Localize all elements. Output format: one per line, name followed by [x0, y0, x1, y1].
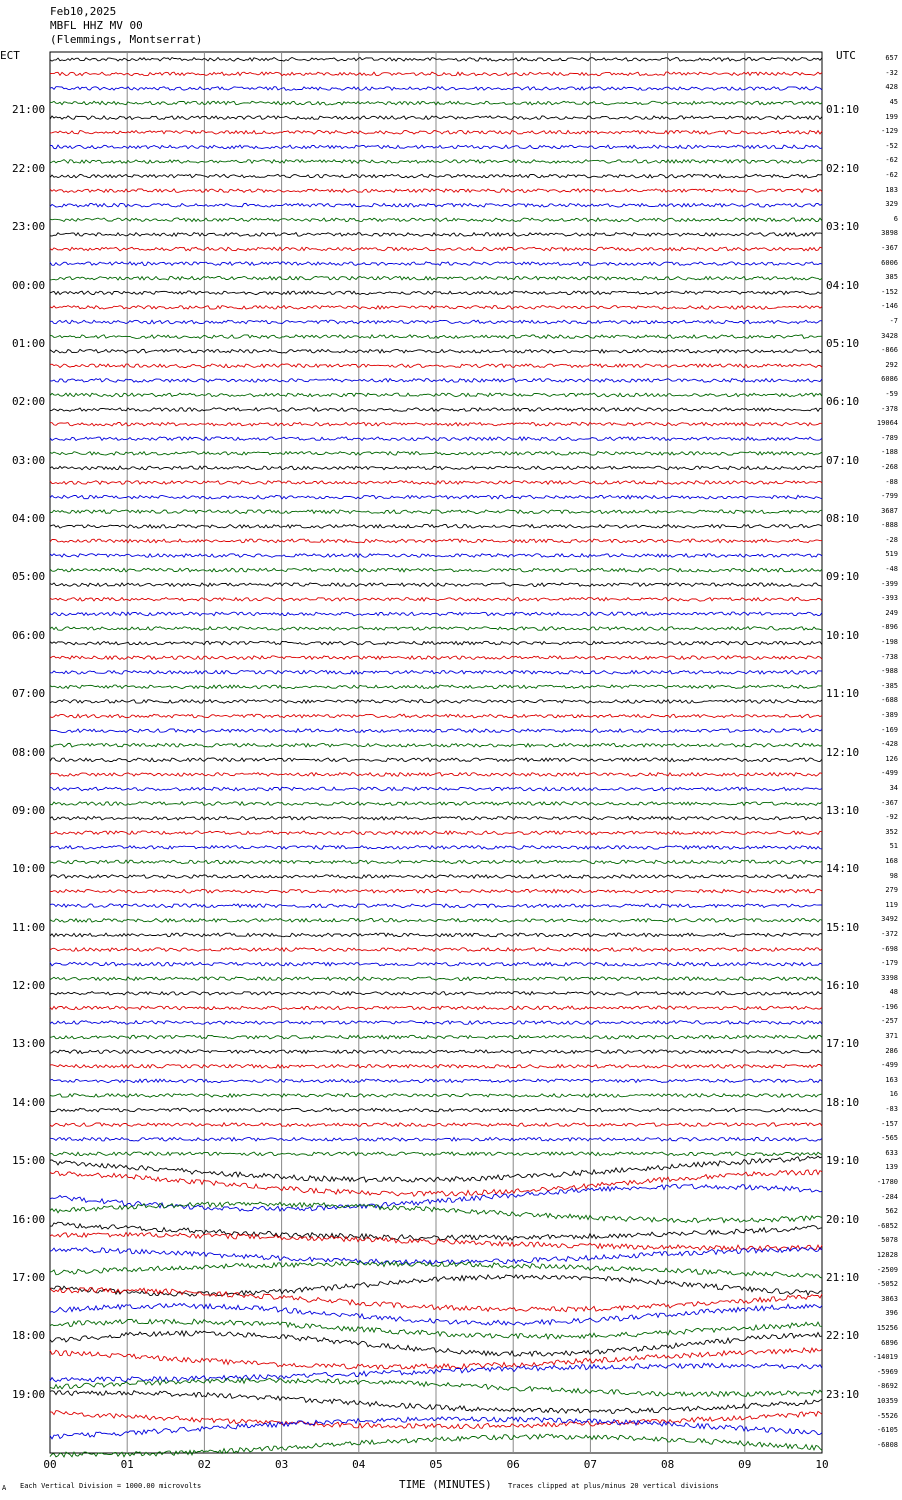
- right-time-label: 17:10: [826, 1037, 860, 1051]
- trace-value-label: 562: [885, 1207, 898, 1216]
- left-time-label: 01:00: [12, 336, 46, 350]
- trace-value-label: -393: [881, 594, 898, 603]
- trace-value-label: -52: [885, 141, 898, 150]
- trace-value-label: 119: [885, 900, 898, 909]
- right-time-label: 03:10: [826, 220, 860, 234]
- header-location: (Flemmings, Montserrat): [50, 33, 203, 46]
- x-tick-label: 01: [120, 1458, 134, 1471]
- trace-value-label: -8692: [876, 1382, 898, 1391]
- trace-value-label: -268: [881, 462, 898, 471]
- left-time-label: 08:00: [12, 745, 46, 759]
- trace-value-label: -2509: [876, 1265, 898, 1274]
- left-time-label: 05:00: [12, 570, 46, 584]
- trace-value-label: -896: [881, 623, 898, 632]
- trace-value-label: 3398: [881, 973, 898, 982]
- left-time-label: 06:00: [12, 628, 46, 642]
- trace-value-label: 3428: [881, 331, 898, 340]
- trace-value-label: -367: [881, 798, 898, 807]
- trace-value-label: 10359: [876, 1396, 898, 1405]
- left-zone-label: ECT: [0, 49, 20, 62]
- trace-value-label: 396: [885, 1309, 898, 1318]
- trace-value-label: 279: [885, 886, 898, 895]
- right-time-label: 06:10: [826, 395, 860, 409]
- trace-value-label: -157: [881, 1119, 898, 1128]
- x-axis-label: TIME (MINUTES): [399, 1478, 492, 1491]
- trace-value-label: -888: [881, 521, 898, 530]
- trace-value-label: 633: [885, 1148, 898, 1157]
- left-time-label: 22:00: [12, 161, 46, 175]
- trace-value-label: 126: [885, 754, 898, 763]
- x-tick-label: 07: [583, 1458, 598, 1471]
- trace-value-label: -129: [881, 127, 898, 136]
- trace-value-label: -88: [885, 477, 898, 486]
- trace-value-label: 12828: [876, 1250, 898, 1259]
- right-time-label: 02:10: [826, 161, 860, 175]
- trace-value-label: 15256: [876, 1323, 898, 1332]
- right-time-label: 19:10: [826, 1154, 860, 1168]
- trace-value-label: -6808: [876, 1440, 898, 1449]
- trace-value-label: -48: [885, 565, 898, 574]
- trace-value-label: -799: [881, 492, 898, 501]
- trace-value-label: -28: [885, 535, 898, 544]
- trace-value-label: -6852: [876, 1221, 898, 1230]
- trace-value-label: -866: [881, 346, 898, 355]
- trace-value-label: -367: [881, 244, 898, 253]
- right-time-label: 14:10: [826, 862, 860, 876]
- x-tick-label: 04: [352, 1458, 366, 1471]
- trace-value-label: -565: [881, 1134, 898, 1143]
- left-time-label: 04:00: [12, 512, 46, 525]
- trace-value-label: 6896: [881, 1338, 898, 1347]
- right-time-label: 23:10: [826, 1387, 860, 1401]
- trace-value-label: 385: [885, 273, 898, 282]
- trace-value-label: -62: [885, 156, 898, 165]
- footer-mark: A: [2, 1484, 7, 1492]
- trace-value-label: 5078: [881, 1236, 898, 1245]
- trace-value-label: 292: [885, 360, 898, 369]
- right-time-label: 05:10: [826, 336, 860, 350]
- trace-value-label: -378: [881, 404, 898, 413]
- left-time-label: 11:00: [12, 920, 46, 934]
- trace-value-label: 34: [889, 783, 898, 792]
- trace-value-label: -428: [881, 740, 898, 749]
- x-tick-label: 03: [274, 1458, 289, 1471]
- right-time-label: 15:10: [826, 920, 860, 934]
- trace-value-label: 16: [889, 1090, 898, 1099]
- trace-value-label: 6006: [881, 258, 898, 267]
- x-tick-label: 10: [815, 1458, 829, 1471]
- trace-value-label: 3898: [881, 229, 898, 238]
- trace-value-label: -284: [881, 1192, 898, 1201]
- left-time-label: 15:00: [12, 1154, 46, 1168]
- left-time-label: 12:00: [12, 979, 46, 992]
- trace-value-label: -7: [889, 316, 898, 325]
- left-time-label: 09:00: [12, 803, 46, 817]
- trace-value-label: -988: [881, 667, 898, 676]
- right-time-label: 12:10: [826, 745, 860, 759]
- right-time-label: 11:10: [826, 687, 860, 701]
- trace-value-label: -688: [881, 696, 898, 705]
- trace-value-label: 163: [885, 1075, 898, 1084]
- trace-value-label: -399: [881, 579, 898, 588]
- trace-value-label: 45: [889, 98, 898, 107]
- header-station: MBFL HHZ MV 00: [50, 19, 143, 32]
- trace-value-label: -188: [881, 448, 898, 457]
- trace-value-label: -146: [881, 302, 898, 311]
- x-tick-label: 06: [506, 1458, 520, 1471]
- right-time-label: 04:10: [826, 278, 860, 292]
- trace-value-label: 19064: [876, 419, 898, 428]
- trace-value-label: -62: [885, 171, 898, 180]
- left-time-label: 14:00: [12, 1095, 46, 1109]
- trace-value-label: -738: [881, 652, 898, 661]
- trace-value-label: -14019: [872, 1353, 898, 1362]
- trace-value-label: -5526: [876, 1411, 898, 1420]
- trace-value-label: 3492: [881, 915, 898, 924]
- trace-value-label: -698: [881, 944, 898, 953]
- x-tick-label: 09: [738, 1458, 752, 1471]
- trace-value-label: 51: [889, 842, 898, 851]
- header-date: Feb10,2025: [50, 5, 117, 18]
- trace-value-label: -92: [885, 813, 898, 822]
- right-time-label: 01:10: [826, 103, 860, 117]
- trace-value-label: -385: [881, 681, 898, 690]
- left-time-label: 00:00: [12, 278, 46, 292]
- left-time-label: 18:00: [12, 1329, 46, 1343]
- trace-value-label: 519: [885, 550, 898, 559]
- trace-value-label: -179: [881, 959, 898, 968]
- trace-value-label: -789: [881, 433, 898, 442]
- left-time-label: 03:00: [12, 453, 46, 467]
- trace-value-label: -1780: [876, 1178, 898, 1187]
- trace-value-label: -32: [885, 68, 898, 77]
- trace-value-label: -499: [881, 1061, 898, 1070]
- trace-value-label: -152: [881, 287, 898, 296]
- right-zone-label: UTC: [836, 49, 856, 62]
- trace-value-label: -499: [881, 769, 898, 778]
- x-tick-label: 00: [43, 1458, 57, 1471]
- left-time-label: 23:00: [12, 220, 46, 234]
- trace-value-label: -169: [881, 725, 898, 734]
- left-time-label: 02:00: [12, 395, 46, 409]
- left-time-label: 10:00: [12, 862, 46, 876]
- left-time-label: 13:00: [12, 1037, 46, 1051]
- trace-value-label: -59: [885, 389, 898, 398]
- left-time-label: 07:00: [12, 687, 46, 701]
- right-time-label: 07:10: [826, 453, 860, 467]
- x-tick-label: 02: [197, 1458, 212, 1471]
- trace-value-label: 329: [885, 200, 898, 209]
- trace-value-label: 139: [885, 1163, 898, 1172]
- right-time-label: 16:10: [826, 979, 860, 992]
- trace-value-label: -198: [881, 638, 898, 647]
- right-time-label: 13:10: [826, 803, 860, 817]
- trace-value-label: 428: [885, 83, 898, 92]
- right-time-label: 09:10: [826, 570, 860, 584]
- trace-value-label: 249: [885, 608, 898, 617]
- trace-value-label: 352: [885, 827, 898, 836]
- trace-value-label: 6: [893, 214, 898, 223]
- trace-value-label: 6086: [881, 375, 898, 384]
- trace-value-label: -389: [881, 711, 898, 720]
- right-time-label: 21:10: [826, 1270, 860, 1284]
- left-time-label: 17:00: [12, 1270, 46, 1284]
- trace-value-label: -6105: [876, 1426, 898, 1435]
- trace-value-label: 657: [885, 54, 898, 63]
- trace-value-label: 199: [885, 112, 898, 121]
- right-time-label: 08:10: [826, 512, 860, 525]
- trace-value-label: 168: [885, 856, 898, 865]
- trace-value-label: 3687: [881, 506, 898, 515]
- trace-value-label: 48: [889, 988, 898, 997]
- trace-value-label: -5052: [876, 1280, 898, 1289]
- trace-value-label: -372: [881, 929, 898, 938]
- trace-value-label: 183: [885, 185, 898, 194]
- trace-value-label: 371: [885, 1032, 898, 1041]
- right-time-label: 10:10: [826, 628, 860, 642]
- x-tick-label: 05: [429, 1458, 443, 1471]
- trace-value-label: -196: [881, 1002, 898, 1011]
- trace-value-label: 3863: [881, 1294, 898, 1303]
- left-time-label: 21:00: [12, 103, 46, 117]
- footer-clip-note: Traces clipped at plus/minus 20 vertical divisions: [508, 1482, 719, 1490]
- left-time-label: 19:00: [12, 1387, 46, 1401]
- left-time-label: 16:00: [12, 1212, 46, 1226]
- right-time-label: 18:10: [826, 1095, 860, 1109]
- footer-scale-note: Each Vertical Division = 1000.00 microvolts: [20, 1482, 202, 1490]
- trace-value-label: 286: [885, 1046, 898, 1055]
- right-time-label: 20:10: [826, 1212, 860, 1226]
- trace-value-label: -5969: [876, 1367, 898, 1376]
- trace-value-label: -83: [885, 1105, 898, 1114]
- trace-value-label: -257: [881, 1017, 898, 1026]
- right-time-label: 22:10: [826, 1329, 860, 1343]
- x-tick-label: 08: [660, 1458, 675, 1471]
- trace-value-label: 98: [889, 871, 898, 880]
